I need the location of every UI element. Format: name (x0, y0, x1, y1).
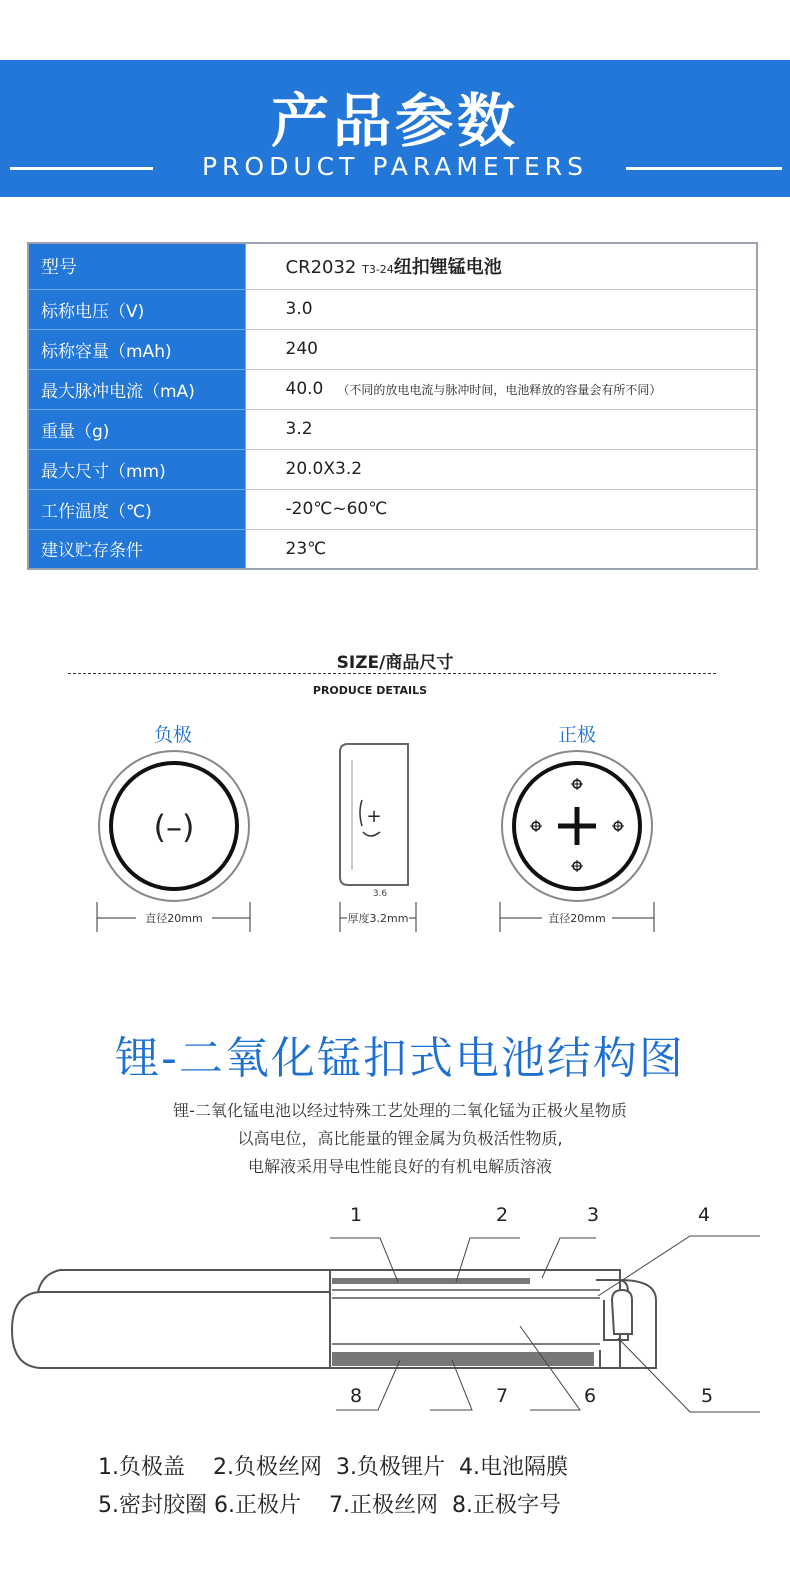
legend-item: 4.电池隔膜 (458, 1455, 568, 1480)
negative-label: 负极 (154, 724, 193, 746)
legend-item: 2.负极丝网 (212, 1455, 322, 1480)
diameter-left-label: 直径20mm (145, 912, 203, 925)
spec-label: 标称电压（V) (28, 289, 245, 329)
spec-label: 工作温度（℃) (28, 489, 245, 529)
page-subtitle: PRODUCT PARAMETERS (201, 152, 589, 181)
spec-label: 重量（g) (28, 409, 245, 449)
structure-desc-line-1: 锂-二氧化锰电池以经过特殊工艺处理的二氧化锰为正极火星物质 (173, 1101, 627, 1120)
spec-value: -20℃~60℃ (245, 489, 757, 529)
legend-item: 6.正极片 (214, 1493, 301, 1518)
page-title: 产品参数 (270, 87, 519, 155)
callout-1: 1 (349, 1204, 363, 1226)
positive-side-drawing (502, 751, 652, 901)
legend-row-1 (98, 1450, 568, 1481)
callout-4: 4 (697, 1204, 711, 1226)
structure-desc-line-3: 电解液采用导电性能良好的有机电解质溶液 (247, 1157, 552, 1176)
spec-value: 20.0X3.2 (245, 449, 757, 489)
callout-8: 8 (349, 1385, 363, 1407)
callout-7: 7 (495, 1385, 509, 1407)
diameter-right-label: 直径20mm (548, 912, 606, 925)
legend-row-2 (98, 1488, 561, 1519)
negative-side-drawing (99, 751, 249, 901)
spec-label: 标称容量（mAh) (28, 329, 245, 369)
callout-5: 5 (700, 1385, 714, 1407)
pulse-current-note: （不同的放电电流与脉冲时间，电池释放的容量会有所不同） (337, 383, 662, 397)
spec-value: 240 (245, 329, 757, 369)
negative-symbol: (–) (153, 808, 195, 846)
model-value: CR2032 (285, 257, 357, 279)
legend-item: 7.正极丝网 (328, 1493, 438, 1518)
legend-item: 3.负极锂片 (335, 1455, 445, 1480)
side-view-drawing (340, 744, 408, 899)
structure-desc-line-2: 以高电位，高比能量的锂金属为负极活性物质, (237, 1129, 563, 1148)
spec-label: 最大脉冲电流（mA) (28, 369, 245, 409)
leader-lines (330, 1236, 760, 1412)
callout-2: 2 (495, 1204, 509, 1226)
model-desc: 纽扣锂锰电池 (393, 257, 502, 279)
spec-value: 23℃ (245, 529, 757, 569)
model-code: T3-24 (362, 263, 394, 277)
legend-item: 5.密封胶圈 (98, 1493, 207, 1518)
callout-3: 3 (586, 1204, 600, 1226)
spec-label: 建议贮存条件 (28, 529, 245, 569)
spec-value: 3.2 (245, 409, 757, 449)
side-dim-top: 3.6 (372, 889, 388, 899)
pulse-current-value: 40.0 (285, 379, 324, 399)
legend-item: 8.正极字号 (451, 1493, 561, 1518)
spec-label: 型号 (28, 243, 245, 289)
size-subtitle: PRODUCE DETAILS (312, 684, 428, 697)
side-symbol: + (366, 806, 382, 827)
thickness-label: 厚度3.2mm (347, 912, 409, 925)
spec-value: 3.0 (245, 289, 757, 329)
spec-label: 最大尺寸（mm) (28, 449, 245, 489)
callout-6: 6 (583, 1385, 597, 1407)
size-title: SIZE/商品尺寸 (336, 653, 454, 673)
positive-label: 正极 (558, 724, 597, 746)
legend-item: 1.负极盖 (98, 1455, 185, 1480)
structure-title: 锂-二氧化锰扣式电池结构图 (115, 1033, 685, 1084)
